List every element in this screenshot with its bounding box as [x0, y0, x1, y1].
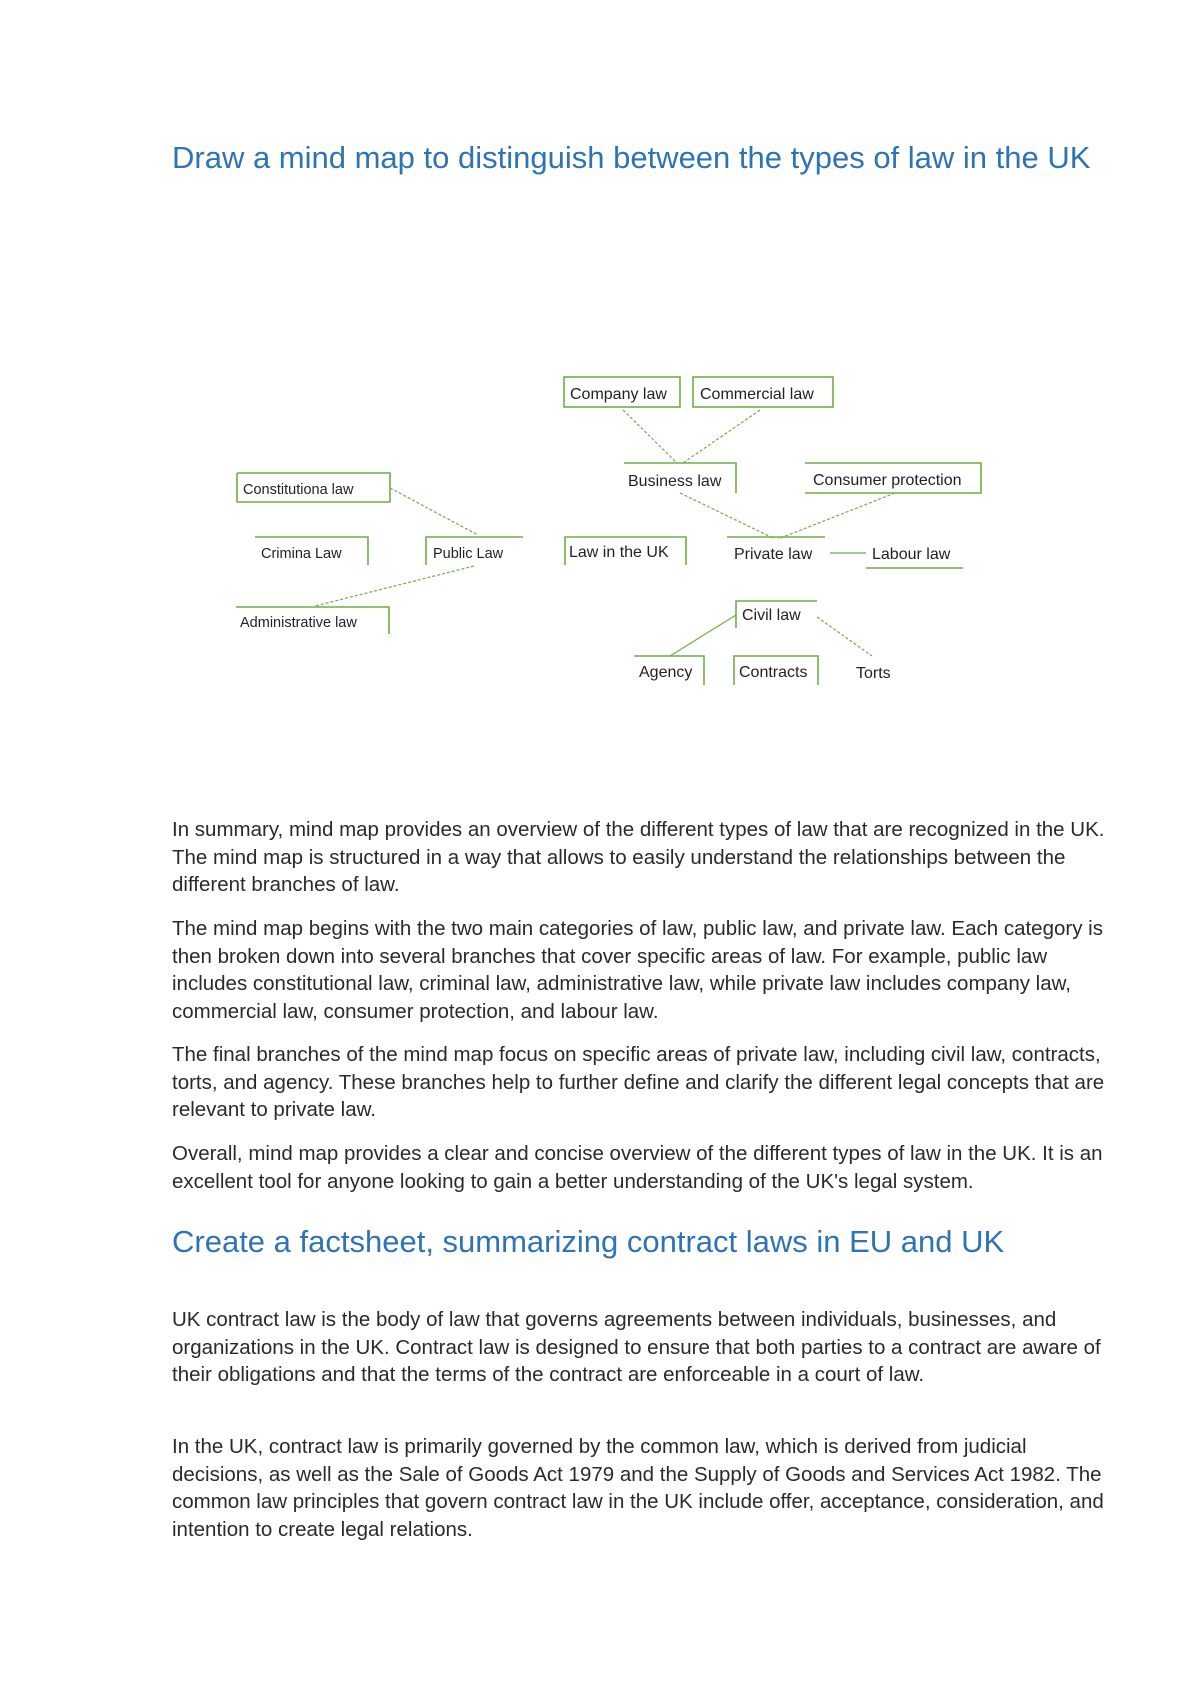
node-agency: Agency — [639, 664, 693, 681]
node-company-law: Company law — [570, 386, 667, 403]
paragraph-common-law: In the UK, contract law is primarily governed by the common law, which is derived from judicial decisions, as well as the Sale of Goods Act 1979 and the Supply of Goods and Services Act 1982. The common law principles that govern contract law in the UK include offer, acceptance, consideration, and intention to create legal relations. — [172, 1435, 1104, 1541]
node-criminal-law: Crimina Law — [261, 546, 342, 562]
node-contracts: Contracts — [739, 664, 808, 681]
node-consumer-protection: Consumer protection — [813, 472, 962, 489]
node-torts: Torts — [856, 665, 891, 682]
node-constitutional-law: Constitutiona law — [243, 482, 354, 498]
link-public-administrative — [315, 566, 474, 606]
node-labour-law: Labour law — [872, 546, 951, 563]
link-civil-agency — [670, 615, 736, 656]
link-commercial-business — [683, 410, 760, 463]
node-law-in-uk: Law in the UK — [569, 544, 669, 561]
node-private-law: Private law — [734, 546, 813, 563]
node-public-law: Public Law — [433, 546, 504, 562]
node-administrative-law: Administrative law — [240, 615, 357, 631]
paragraph-final-branches: The final branches of the mind map focus on specific areas of private law, including civil law, contracts, torts, and agency. These branches help to further define and clarify the different legal concepts that are relevant to private law. — [172, 1043, 1105, 1122]
link-company-business — [623, 410, 677, 463]
node-commercial-law: Commercial law — [700, 386, 814, 403]
paragraph-overall: Overall, mind map provides a clear and concise overview of the different types of law in the UK. It is an excellent tool for anyone looking to gain a better understanding of the UK's legal system. — [172, 1142, 1103, 1193]
paragraph-summary: In summary, mind map provides an overview of the different types of law that are recognized in the UK. The mind map is structured in a way that allows to easily understand the relationships between the different branches of law. — [172, 818, 1105, 897]
link-civil-torts — [817, 617, 872, 656]
heading-factsheet: Create a factsheet, summarizing contract laws in EU and UK — [172, 1224, 1005, 1259]
heading-mind-map: Draw a mind map to distinguish between the types of law in the UK — [172, 140, 1091, 175]
mind-map-diagram — [0, 0, 1200, 760]
link-business-private — [680, 493, 775, 539]
paragraph-uk-contract-law: UK contract law is the body of law that governs agreements between individuals, businesses, and organizations in the UK. Contract law is designed to ensure that both parties to a contract are aware of their obligations and that the terms of the contract are enforceable in a court of law. — [172, 1308, 1101, 1387]
paragraph-categories: The mind map begins with the two main categories of law, public law, and private law. Each category is then broken down into several branches that cover specific areas of law. For example, public law includes constitutional law, criminal law, administrative law, while private law includes company law, commercial law, consumer protection, and labour law. — [172, 917, 1103, 1023]
link-constitutional-public — [390, 488, 478, 535]
node-civil-law: Civil law — [742, 607, 801, 624]
link-consumer-private — [778, 493, 895, 539]
node-business-law: Business law — [628, 473, 722, 490]
